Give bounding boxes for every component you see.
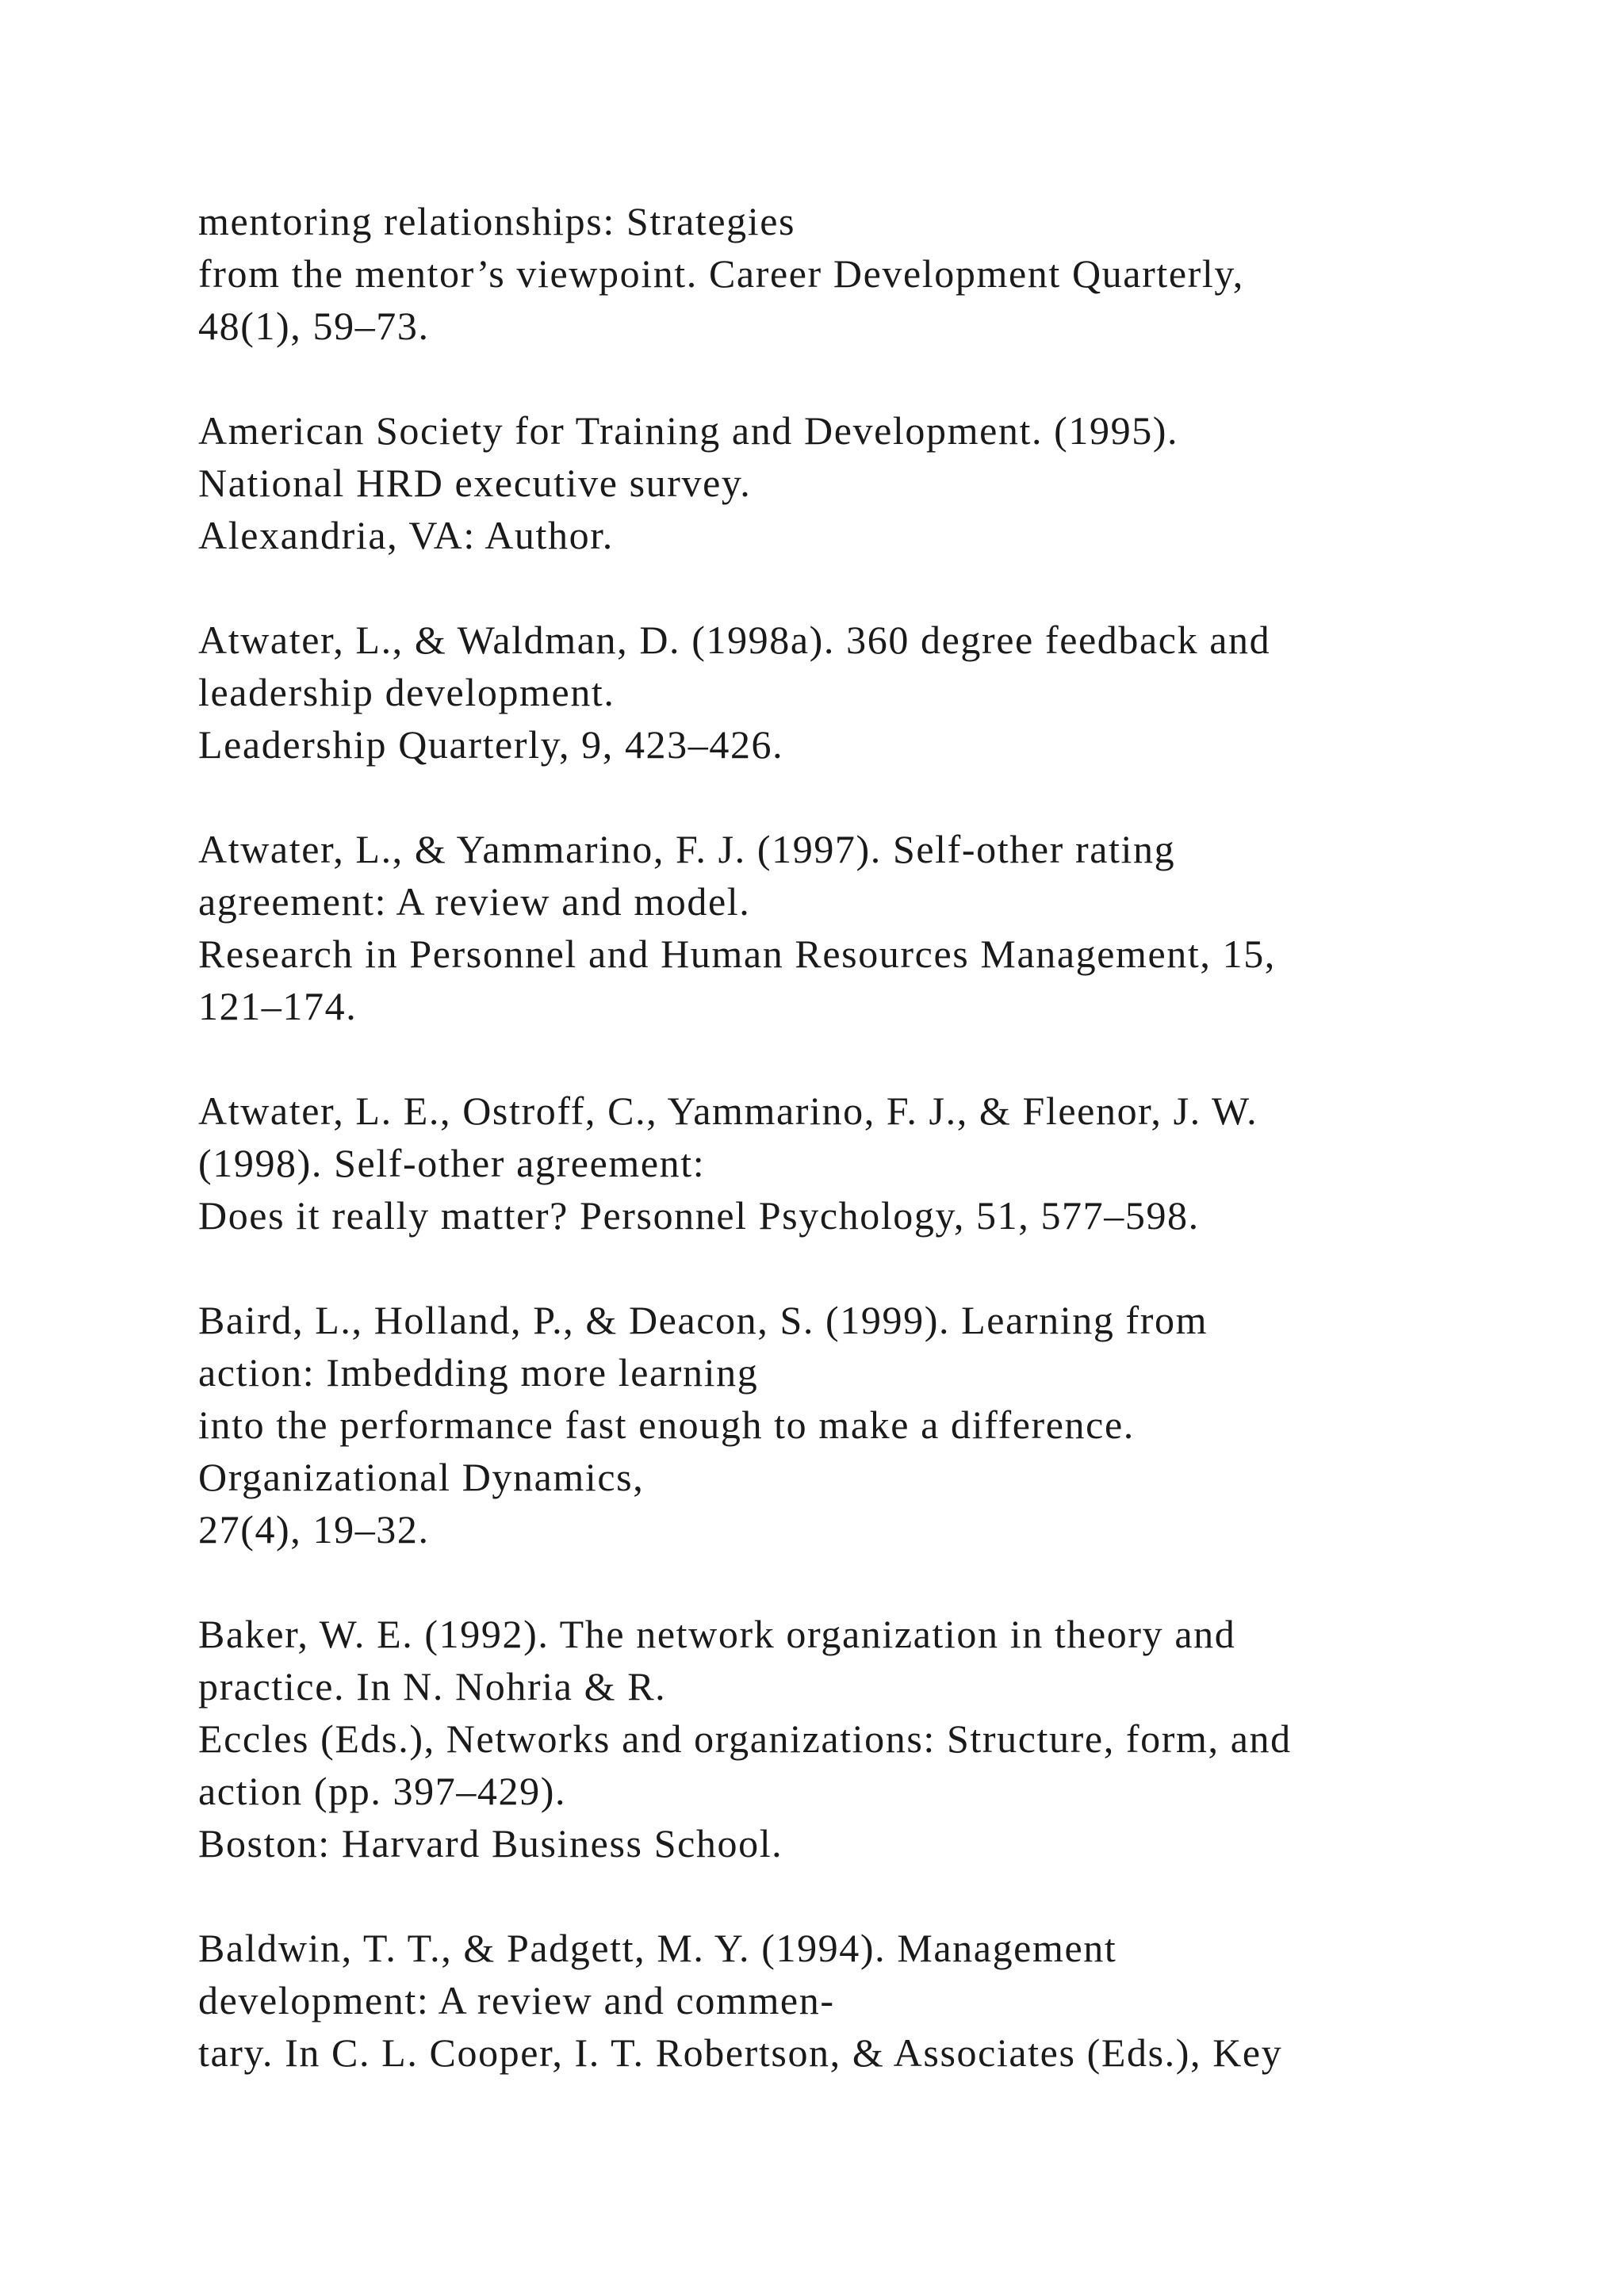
reference-line: Alexandria, VA: Author. (198, 513, 614, 557)
reference-line: Eccles (Eds.), Networks and organizations: Structure, form, and (198, 1716, 1292, 1761)
reference-entry (198, 1608, 1507, 1869)
reference-line: action (pp. 397–429). (198, 1769, 567, 1813)
reference-line: Atwater, L. E., Ostroff, C., Yammarino, F. J., & Fleenor, J. W. (198, 1089, 1258, 1133)
reference-line: into the performance fast enough to make a difference. (198, 1402, 1135, 1447)
reference-line: Does it really matter? Personnel Psychology, 51, 577–598. (198, 1193, 1200, 1238)
reference-line: 48(1), 59–73. (198, 304, 430, 348)
reference-line: mentoring relationships: Strategies (198, 199, 796, 243)
reference-entry (198, 823, 1507, 1032)
reference-line: action: Imbedding more learning (198, 1350, 759, 1395)
reference-line: tary. In C. L. Cooper, I. T. Robertson, & Associates (Eds.), Key (198, 2030, 1283, 2075)
reference-entry (198, 404, 1507, 561)
reference-line: Atwater, L., & Yammarino, F. J. (1997). Self-other rating (198, 827, 1176, 871)
reference-line: Boston: Harvard Business School. (198, 1821, 783, 1866)
reference-entry (198, 1294, 1507, 1556)
reference-line: Baldwin, T. T., & Padgett, M. Y. (1994). Management (198, 1926, 1117, 1970)
reference-line: from the mentor’s viewpoint. Career Development Quarterly, (198, 251, 1244, 296)
reference-line: Baker, W. E. (1992). The network organization in theory and (198, 1612, 1236, 1656)
reference-line: National HRD executive survey. (198, 461, 752, 505)
reference-line: development: A review and commen- (198, 1978, 835, 2022)
reference-line: Leadership Quarterly, 9, 423–426. (198, 722, 784, 767)
reference-list (198, 195, 1507, 2131)
reference-entry (198, 614, 1507, 771)
reference-line: 121–174. (198, 984, 358, 1028)
reference-entry (198, 1085, 1507, 1242)
reference-line: Research in Personnel and Human Resources Management, 15, (198, 932, 1276, 976)
reference-line: Baird, L., Holland, P., & Deacon, S. (1999). Learning from (198, 1298, 1208, 1342)
reference-line: American Society for Training and Development. (1995). (198, 408, 1179, 453)
reference-line: (1998). Self-other agreement: (198, 1141, 706, 1185)
reference-line: Organizational Dynamics, (198, 1455, 645, 1499)
reference-line: 27(4), 19–32. (198, 1507, 430, 1552)
reference-line: practice. In N. Nohria & R. (198, 1664, 667, 1709)
reference-line: leadership development. (198, 670, 615, 714)
reference-entry (198, 1922, 1507, 2079)
reference-entry (198, 195, 1507, 352)
reference-line: Atwater, L., & Waldman, D. (1998a). 360 degree feedback and (198, 618, 1271, 662)
reference-line: agreement: A review and model. (198, 879, 751, 924)
